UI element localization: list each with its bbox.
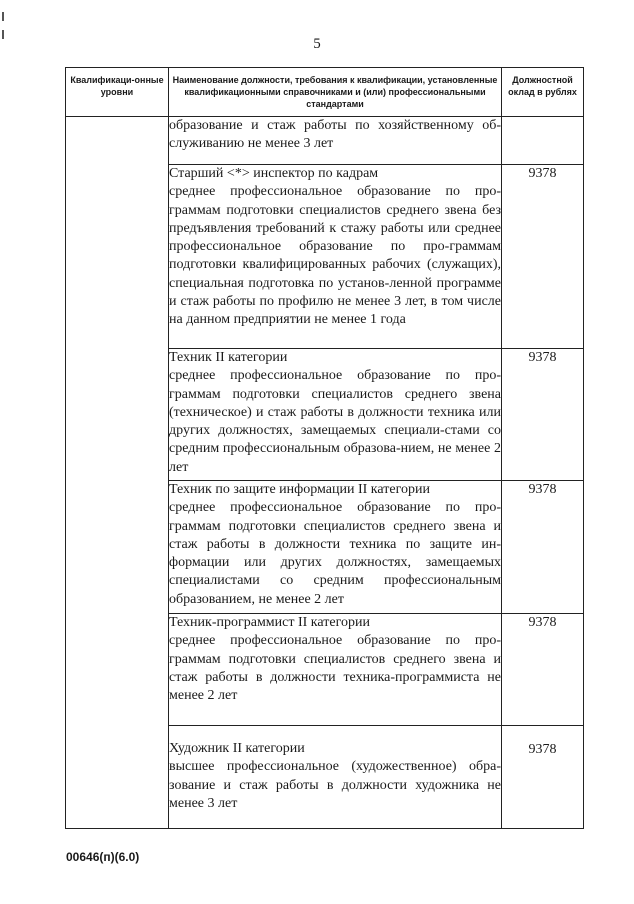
table-row <box>66 117 584 165</box>
position-title: Техник II категории <box>169 350 288 365</box>
salary-cell: 9378 <box>502 481 584 614</box>
position-cell <box>169 726 502 829</box>
continued-text-cell <box>169 117 502 165</box>
header-position-requirements: Наименование должности, требования к квалификации, установленные квалификационными справочниками и (или) профессиональными стандартами <box>169 68 502 117</box>
position-requirements: среднее профессиональное образование по про-граммам подготовки специалистов среднего звена и стаж работы в должности техника-программиста не менее 2 лет <box>169 633 501 704</box>
position-cell <box>169 614 502 726</box>
position-title: Техник по защите информации II категории <box>169 482 430 497</box>
position-title: Техник-программист II категории <box>169 615 370 630</box>
position-requirements: среднее профессиональное образование по про-граммам подготовки специалистов среднего звена и стаж работы в должности техника по защите ин-формации или других должностях, замещаемых специалистами со средним профессиональным образованием, не менее 2 лет <box>169 500 501 607</box>
position-cell <box>169 349 502 481</box>
position-requirements: среднее профессиональное образование по про-граммам подготовки специалистов среднего звена без предъявления требований к стажу работы или среднее профессиональное образование по про-граммам подготовки квалифицированных рабочих (служащих), специальная подготовка по установ-ленной программе и стаж работы по профилю не менее 3 лет, в том числе на данном предприятии не менее 1 года <box>169 184 501 328</box>
salary-cell: 9378 <box>502 614 584 726</box>
qualification-level-cell <box>66 117 169 829</box>
document-code: 00646(п)(6.0) <box>66 850 140 864</box>
scan-edge-mark <box>2 30 4 39</box>
header-salary: Должностной оклад в рублях <box>502 68 584 117</box>
scan-edge-mark <box>2 12 4 21</box>
salary-cell: 9378 <box>502 726 584 829</box>
position-requirements: среднее профессиональное образование по про-граммам подготовки специалистов среднего звена (техническое) и стаж работы в должности техника или других должностях, замещаемых специали-стами со средним профессиональным образова-нием, не менее 2 лет <box>169 368 501 475</box>
position-cell <box>169 481 502 614</box>
position-requirements: высшее профессиональное (художественное) обра-зование и стаж работы в должности художника не менее 3 лет <box>169 759 501 811</box>
page-number: 5 <box>313 36 321 52</box>
continued-requirements: образование и стаж работы по хозяйственному об-служиванию не менее 3 лет <box>169 118 501 152</box>
table-header-row <box>66 68 584 117</box>
position-title: Старший <*> инспектор по кадрам <box>169 166 379 181</box>
header-qualification-levels: Квалификаци-онные уровни <box>66 68 169 117</box>
salary-cell: 9378 <box>502 349 584 481</box>
salary-cell-empty <box>502 117 584 165</box>
salary-cell: 9378 <box>502 165 584 349</box>
position-title: Художник II категории <box>169 741 305 756</box>
salary-schedule-table <box>65 67 584 829</box>
position-cell <box>169 165 502 349</box>
